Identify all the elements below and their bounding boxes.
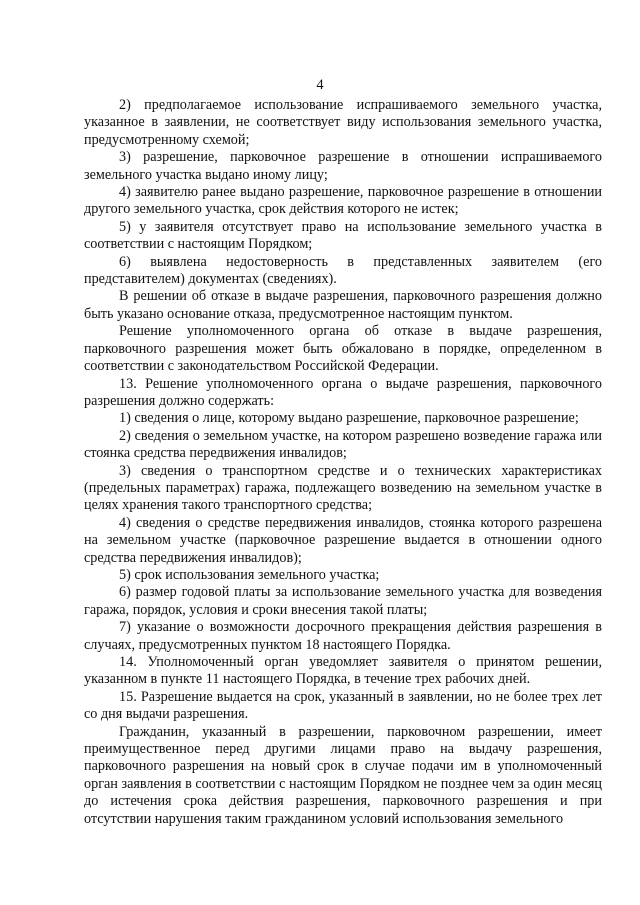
clause-15: 15. Разрешение выдается на срок, указанный в заявлении, но не более трех лет со дня выдачи разрешения. [84, 688, 602, 723]
list-item-condition-3: 3) разрешение, парковочное разрешение в отношении испрашиваемого земельного участка выдано иному лицу; [84, 149, 602, 183]
list-item-condition-6: 6) выявлена недостоверность в представленных заявителем (его представителем) документах (сведениях). [84, 253, 602, 288]
list-item-condition-5: 5) у заявителя отсутствует право на использование земельного участка в соответствии с настоящим Порядком; [84, 218, 602, 253]
clause-14: 14. Уполномоченный орган уведомляет заявителя о принятом решении, указанном в пункте 11 настоящего Порядка, в течение трех рабочих дней. [84, 654, 602, 688]
list-item-content-3: 3) сведения о транспортном средстве и о технических характеристиках (предельных параметрах) гаража, подлежащего возведению на земельном участке в целях хранения такого транспортного средства; [84, 462, 602, 514]
list-item-content-7: 7) указание о возможности досрочного прекращения действия разрешения в случаях, предусмотренных пунктом 18 настоящего Порядка. [84, 619, 602, 653]
list-item-condition-4: 4) заявителю ранее выдано разрешение, парковочное разрешение в отношении другого земельного участка, срок действия которого не истек; [84, 184, 602, 218]
list-item-content-5: 5) срок использования земельного участка; [119, 566, 380, 583]
list-item-content-2: 2) сведения о земельном участке, на котором разрешено возведение гаража или стоянка средства передвижения инвалидов; [84, 427, 602, 462]
paragraph-appeal: Решение уполномоченного органа об отказе в выдаче разрешения, парковочного разрешения может быть обжаловано в порядке, определенном в соответствии с законодательством Российской Федерации. [84, 323, 602, 375]
list-item-condition-2: 2) предполагаемое использование испрашиваемого земельного участка, указанное в заявлении, не соответствует виду использования земельного участка, предусмотренному схемой; [84, 97, 602, 148]
document-body [84, 97, 602, 828]
page-number: 4 [316, 77, 324, 93]
list-item-content-4: 4) сведения о средстве передвижения инвалидов, стоянка которого разрешена на земельном участке (парковочное разрешение выдается в отношении одного средства передвижения инвалидов); [84, 514, 602, 566]
paragraph-preferential-right: Гражданин, указанный в разрешении, парковочном разрешении, имеет преимущественное перед другими лицами право на выдачу разрешения, парковочного разрешения на новый срок в случае подачи им в уполномоченный орган заявления в соответствии с настоящим Порядком не позднее чем за один месяц до истечения срока действия разрешения, парковочного разрешения и при отсутствии нарушения таким гражданином условий использования земельного [84, 723, 602, 827]
list-item-content-6: 6) размер годовой платы за использование земельного участка для возведения гаража, порядок, условия и сроки внесения такой платы; [84, 584, 602, 618]
paragraph-refusal-grounds: В решении об отказе в выдаче разрешения, парковочного разрешения должно быть указано основание отказа, предусмотренное настоящим пунктом. [84, 288, 602, 322]
clause-13-heading: 13. Решение уполномоченного органа о выдаче разрешения, парковочного разрешения должно содержать: [84, 375, 602, 409]
list-item-content-1: 1) сведения о лице, которому выдано разрешение, парковочное разрешение; [119, 410, 579, 427]
